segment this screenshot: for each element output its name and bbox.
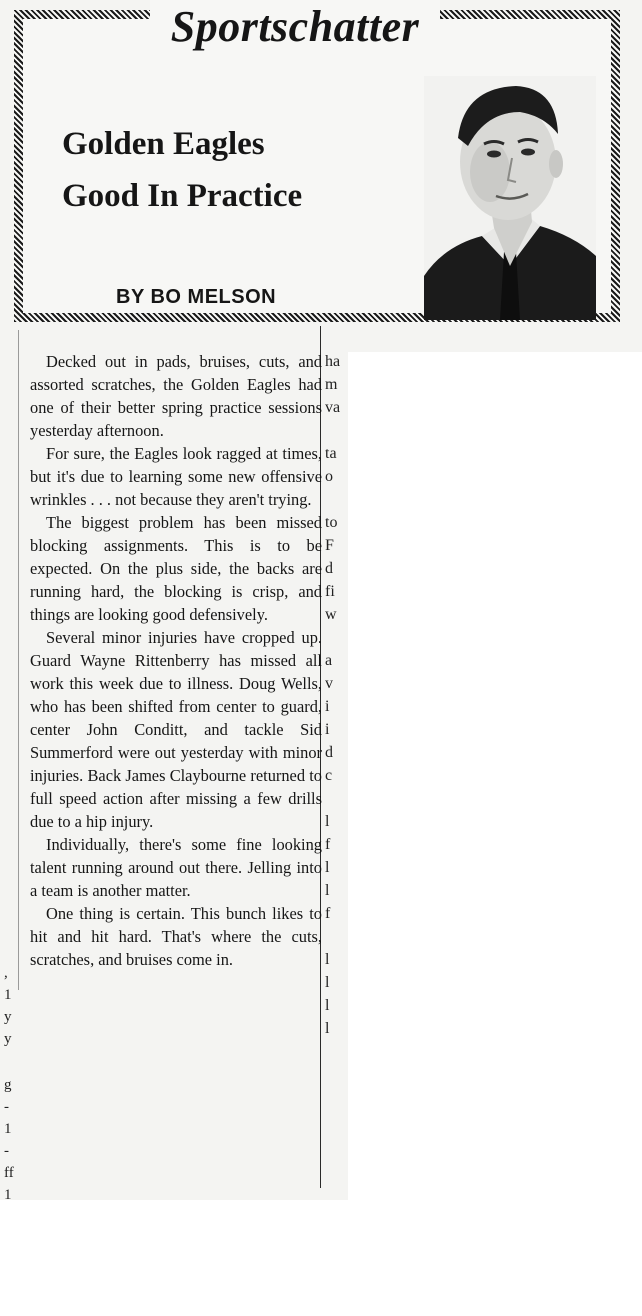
- fragment-char: 1: [4, 1187, 12, 1203]
- fragment-line: w: [325, 606, 337, 623]
- fragment-line: [325, 1109, 347, 1132]
- article-paragraph: One thing is certain. This bunch likes to hit and hit hard. That's where the cuts, scratches, and bruises come in.: [30, 904, 322, 969]
- article-body: [30, 350, 322, 971]
- fragment-line: [325, 787, 347, 810]
- fragment-line: d: [325, 744, 333, 761]
- fragment-line: [325, 1178, 347, 1201]
- fragment-line: l: [325, 882, 330, 899]
- headline-line-2: Good In Practice: [62, 178, 303, 214]
- fragment-line: a: [325, 652, 333, 669]
- fragment-line: [325, 1247, 347, 1270]
- fragment-char: -: [4, 1143, 9, 1159]
- fragment-line: m: [325, 376, 338, 393]
- fragment-char: ff: [4, 1165, 14, 1181]
- article-paragraph: For sure, the Eagles look ragged at times, but it's due to learning some new offensive wrinkles . . . not because they aren't trying.: [30, 444, 322, 509]
- fragment-line: [325, 1293, 347, 1316]
- fragment-line: [325, 1132, 347, 1155]
- fragment-line: [325, 1155, 347, 1178]
- fragment-line: [325, 626, 347, 649]
- fragment-line: l: [325, 951, 330, 968]
- fragment-line: [325, 1270, 347, 1293]
- headline-line-1: Golden Eagles: [62, 126, 265, 162]
- fragment-line: to: [325, 514, 338, 531]
- fragment-line: [325, 1063, 347, 1086]
- fragment-line: ta: [325, 445, 337, 462]
- article-paragraph: Several minor injuries have cropped up. Guard Wayne Rittenberry has missed all work this week due to illness. Doug Wells, who has been shifted from center to guard, center John Conditt, and tackle Sid Summerford were out yesterday with minor injuries. Back James Claybourne returned to full speed action after missing a few drills due to a hip injury.: [30, 628, 322, 831]
- article-paragraph: Decked out in pads, bruises, cuts, and assorted scratches, the Golden Eagles had one of their better spring practice sessions yesterday afternoon.: [30, 352, 322, 440]
- fragment-char: y: [4, 1031, 12, 1047]
- fragment-char: ,: [4, 965, 8, 981]
- adjacent-column-fragment: [325, 350, 347, 1316]
- fragment-char: g: [4, 1077, 12, 1093]
- fragment-line: [325, 925, 347, 948]
- article-headline: [62, 118, 382, 222]
- fragment-line: fi: [325, 583, 335, 600]
- fragment-line: ha: [325, 353, 341, 370]
- fragment-line: [325, 419, 347, 442]
- fragment-line: l: [325, 974, 330, 991]
- fragment-char: -: [4, 1099, 9, 1115]
- left-column-rule: [18, 330, 19, 990]
- fragment-line: f: [325, 836, 331, 853]
- fragment-line: va: [325, 399, 341, 416]
- fragment-line: i: [325, 721, 330, 738]
- column-masthead: Sportschatter: [150, 0, 440, 60]
- author-portrait-photo: [424, 76, 596, 320]
- fragment-line: [325, 1086, 347, 1109]
- fragment-line: l: [325, 1020, 330, 1037]
- fragment-line: [325, 1201, 347, 1224]
- fragment-line: d: [325, 560, 333, 577]
- fragment-line: i: [325, 698, 330, 715]
- fragment-line: f: [325, 905, 331, 922]
- article-byline: BY BO MELSON: [116, 286, 277, 308]
- fragment-char: 1: [4, 1121, 12, 1137]
- blank-area: [348, 352, 642, 1200]
- fragment-line: o: [325, 468, 333, 485]
- article-paragraph: The biggest problem has been missed blocking assignments. This is to be expected. On the plus side, the backs are running hard, the blocking is crisp, and things are looking good defensively.: [30, 513, 322, 624]
- fragment-line: l: [325, 813, 330, 830]
- fragment-char: y: [4, 1009, 12, 1025]
- fragment-line: l: [325, 859, 330, 876]
- fragment-line: c: [325, 767, 333, 784]
- fragment-line: [325, 1040, 347, 1063]
- fragment-line: F: [325, 537, 334, 554]
- fragment-line: [325, 1224, 347, 1247]
- fragment-line: [325, 488, 347, 511]
- fragment-line: l: [325, 997, 330, 1014]
- fragment-line: v: [325, 675, 333, 692]
- article-paragraph: Individually, there's some fine looking talent running around out there. Jelling into a team is another matter.: [30, 835, 322, 900]
- fragment-char: 1: [4, 987, 12, 1003]
